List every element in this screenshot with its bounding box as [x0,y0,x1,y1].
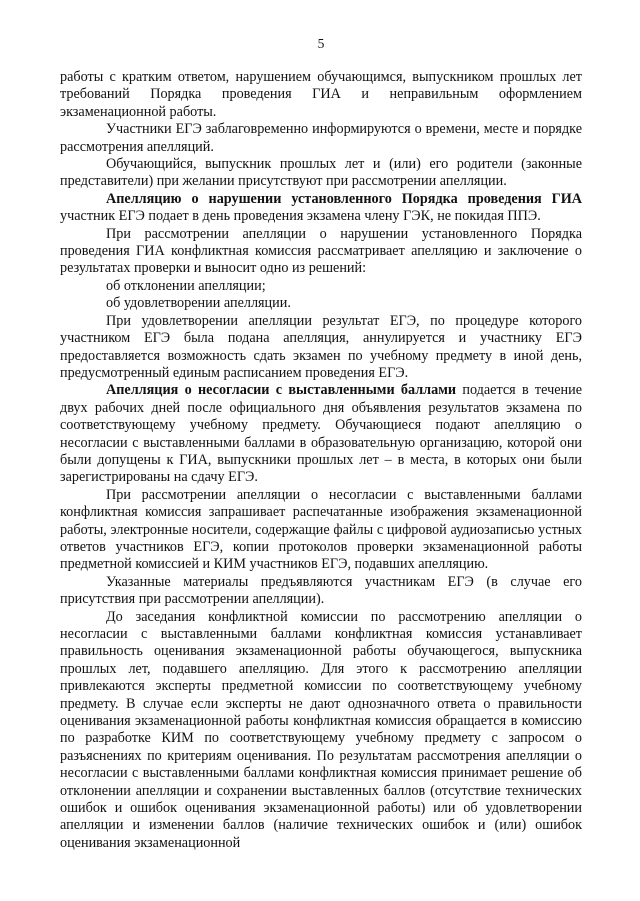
text-run: Указанные материалы предъявляются участникам ЕГЭ (в случае его присутствия при рассмотрении апелляции). [60,573,582,608]
body-text [60,69,582,852]
text-run: подается в течение двух рабочих дней после официального дня объявления результатов экзамена по соответствующему учебному предмету. Обучающиеся подают апелляцию о несогласии с выставленными баллами в образовательную организацию, которой они были допущены к ГИА, выпускники прошлых лет – в места, в которых они были зарегистрированы на сдачу ЕГЭ. [60,382,582,486]
paragraph [60,278,582,295]
bold-heading-run: Апелляция о несогласии с выставленными баллами [106,382,457,399]
text-run: До заседания конфликтной комиссии по рассмотрению апелляции о несогласии с выставленными баллами конфликтная комиссия устанавливает правильность оценивания экзаменационной работы обучающегося, выпускника прошлых лет, подавшего апелляцию. Для этого к рассмотрению апелляции привлекаются эксперты предметной комиссии по соответствующему учебному предмету. В случае если эксперты не дают однозначного ответа о правильности оценивания экзаменационной работы конфликтная комиссия обращается в комиссию по разработке КИМ по соответствующему учебному предмету с запросом о разъяснениях по критериям оценивания. По результатам рассмотрения апелляции о несогласии с выставленными баллами конфликтная комиссия принимает решение об отклонении апелляции и сохранении выставленных баллов (отсутствие технических ошибок и ошибок оценивания экзаменационной работы) или об удовлетворении апелляции и изменении баллов (наличие технических ошибок и (или) ошибок оценивания экзаменационной [60,608,582,851]
text-run: Обучающийся, выпускник прошлых лет и (или) его родители (законные представители) при желании присутствуют при рассмотрении апелляции. [60,156,582,190]
paragraph [60,191,582,226]
text-run: работы с кратким ответом, нарушением обучающимся, выпускником прошлых лет требований Порядка проведения ГИА и неправильным оформлением экзаменационной работы. [60,69,582,120]
text-run: об удовлетворении апелляции. [106,295,291,312]
text-run: При удовлетворении апелляции результат ЕГЭ, по процедуре которого участником ЕГЭ была подана апелляция, аннулируется и участнику ЕГЭ предоставляется возможность сдать экзамен по учебному предмету в иной день, предусмотренный единым расписанием проведения ЕГЭ. [60,312,582,381]
text-run: При рассмотрении апелляции о несогласии с выставленными баллами конфликтная комиссия запрашивает распечатанные изображения экзаменационной работы, электронные носители, содержащие файлы с цифровой аудиозаписью устных ответов участников ЕГЭ, копии протоколов проверки экзаменационной работы предметной комиссией и КИМ участников ЕГЭ, подавших апелляцию. [60,486,582,573]
bold-heading-run: Апелляцию о нарушении установленного Порядка проведения ГИА [106,190,582,207]
paragraph [60,609,582,853]
paragraph [60,313,582,383]
text-run: При рассмотрении апелляции о нарушении установленного Порядка проведения ГИА конфликтная комиссия рассматривает апелляцию и заключение о результатах проверки и выносит одно из решений: [60,225,582,277]
text-run: Участники ЕГЭ заблаговременно информируются о времени, месте и порядке рассмотрения апелляций. [60,121,582,155]
text-run: об отклонении апелляции; [106,277,266,294]
paragraph [60,69,582,121]
paragraph [60,226,582,278]
paragraph [60,121,582,156]
page-number: 5 [317,36,325,51]
paragraph [60,574,582,609]
paragraph [60,487,582,574]
paragraph [60,156,582,191]
paragraph [60,295,582,312]
text-run: участник ЕГЭ подает в день проведения экзамена члену ГЭК, не покидая ППЭ. [60,208,541,225]
paragraph [60,382,582,486]
